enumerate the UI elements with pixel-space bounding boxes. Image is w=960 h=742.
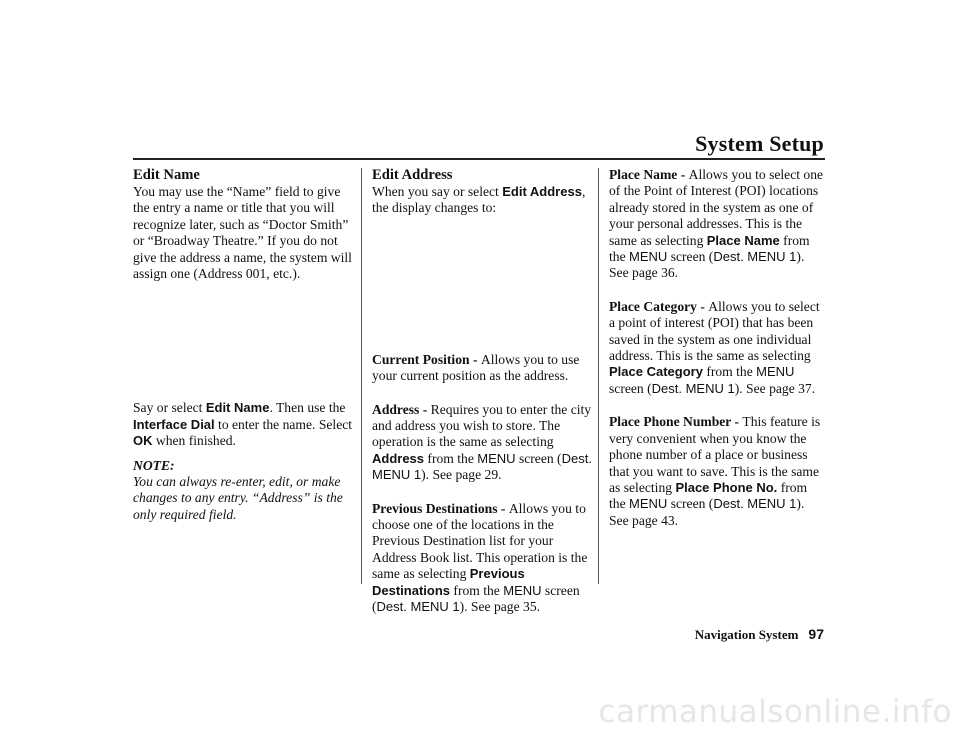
term-label: Place Category - [609,298,709,314]
definition-address: Address - Requires you to enter the city and address you wish to store. The operation is the same as selecting Address from the MENU screen (Dest. MENU 1). See page 29. [372,401,592,483]
term-label: Place Phone Number - [609,414,743,430]
term-label: Current Position - [372,351,481,367]
note-text: You can always re-enter, edit, or make changes to any entry. “Address” is the only required field. [133,474,343,522]
term-label: Previous Destinations - [372,500,509,516]
note-block [133,458,355,524]
ui-term: Edit Address [502,184,582,199]
page-number: 97 [808,626,824,642]
definition-place-name: Place Name - Allows you to select one of the Point of Interest (POI) locations already stored in the system as one of your personal addresses. This is the same as selecting Place Name from the MENU screen (Dest. MENU 1). See page 36. [609,167,824,281]
header-divider [133,158,825,160]
page-footer [695,626,824,643]
column-divider [361,168,362,584]
section-heading: Edit Address [372,167,453,183]
term-label: Place Name - [609,167,689,182]
definition-current-position: Current Position - Allows you to use your current position as the address. [372,351,580,384]
ui-term: Interface Dial [133,416,215,432]
definition-place-phone-number: Place Phone Number - This feature is very convenient when you know the phone number of a place or business that you want to save. This is the same as selecting Place Phone No. from the MENU screen (Dest. MENU 1). See page 43. [609,414,821,528]
column-edit-address [372,167,592,616]
ui-term: Edit Name [205,400,270,416]
body-paragraph: Say or select Edit Name. Then use the Interface Dial to enter the name. Select OK when finished. [133,400,353,449]
ui-term: Previous Destinations [372,566,525,598]
term-label: Address - [372,401,431,417]
footer-section: Navigation System [694,627,799,642]
ui-term: OK [133,433,153,449]
ui-term: Place Phone No. [675,479,778,495]
page-title: System Setup [695,131,824,156]
note-label: NOTE: [133,457,175,473]
column-place-options [609,167,826,529]
body-paragraph: You may use the “Name” field to give the entry a name or title that you will recognize later, such as “Doctor Smith” or “Broadway Theatre.” If you do not give the address a name, the system will assign one (Address 001, etc.). [133,184,352,282]
definition-place-category: Place Category - Allows you to select a point of interest (POI) that has been saved in the system as one individual address. This is the same as selecting Place Category from the MENU screen (Dest. MENU 1). See page 37. [609,298,820,396]
section-heading: Edit Name [133,167,200,183]
body-paragraph: When you say or select Edit Address, the display changes to: [372,184,586,216]
column-edit-name [133,167,355,523]
definition-previous-destinations: Previous Destinations - Allows you to choose one of the locations in the Previous Destination list for your Address Book list. This operation is the same as selecting Previous Destinations from the MENU screen (Dest. MENU 1). See page 35. [372,500,588,615]
column-divider [598,168,599,584]
watermark: carmanualsonline.info [598,694,952,730]
ui-term: Address [372,450,425,466]
ui-term: Place Category [609,364,703,380]
ui-term: Place Name [706,232,780,248]
